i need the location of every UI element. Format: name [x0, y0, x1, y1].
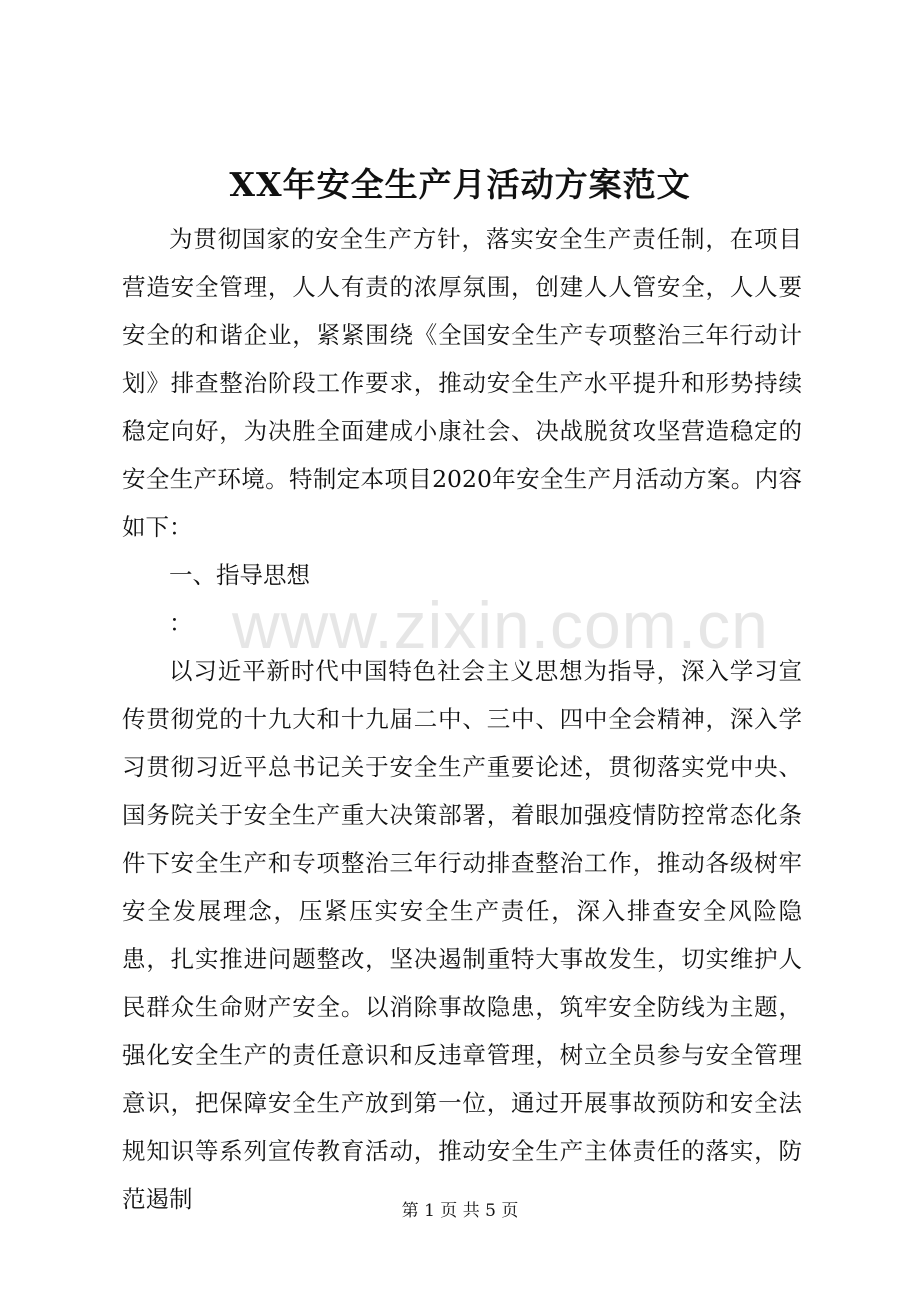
page-number-footer: 第 1 页 共 5 页	[401, 1201, 519, 1221]
guiding-ideology-paragraph: 以习近平新时代中国特色社会主义思想为指导，深入学习宣传贯彻党的十九大和十九届二中、三中、四中全会精神，深入学习贯彻习近平总书记关于安全生产重要论述，贯彻落实党中央、国务院关于安全生产重大决策部署，着眼加强疫情防控常态化条件下安全生产和专项整治三年行动排查整治工作，推动各级树牢安全发展理念，压紧压实安全生产责任，深入排查安全风险隐患，扎实推进问题整改，坚决遏制重特大事故发生，切实维护人民群众生命财产安全。以消除事故隐患，筑牢安全防线为主题，强化安全生产的责任意识和反违章管理，树立全员参与安全管理意识，把保障安全生产放到第一位，通过开展事故预防和安全法规知识等系列宣传教育活动，推动安全生产主体责任的落实，防范遏制	[122, 657, 802, 1213]
section-heading-guiding-ideology: 一、指导思想	[169, 561, 310, 589]
document-body	[122, 215, 802, 1223]
intro-paragraph: 为贯彻国家的安全生产方针，落实安全生产责任制，在项目营造安全管理，人人有责的浓厚氛围，创建人人管安全，人人要安全的和谐企业，紧紧围绕《全国安全生产专项整治三年行动计划》排查整治阶段工作要求，推动安全生产水平提升和形势持续稳定向好，为决胜全面建成小康社会、决战脱贫攻坚营造稳定的安全生产环境。特制定本项目2020年安全生产月活动方案。内容如下：	[122, 225, 802, 541]
watermark-text: www.zixin.com.cn	[232, 588, 769, 662]
document-title: XX年安全生产月活动方案范文	[229, 165, 691, 204]
section-colon: ：	[169, 609, 193, 637]
